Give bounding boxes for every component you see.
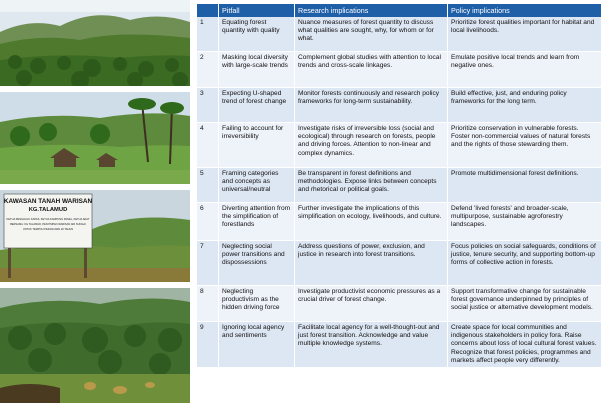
- row-policy: Emulate positive local trends and learn from negative ones.: [448, 52, 602, 88]
- row-research: Investigate risks of irreversible loss (social and ecological) through research on forests, people and driving forces. Attention to non-linear and complex dynamics.: [295, 123, 448, 168]
- header-research: Research implications: [295, 4, 448, 17]
- table-row: [197, 168, 602, 203]
- row-research: Be transparent in forest definitions and methodologies. Expose links between concepts and rhetorical or political goals.: [295, 168, 448, 203]
- row-research: Complement global studies with attention to local trends and cross-scale linkages.: [295, 52, 448, 88]
- header-number: [197, 4, 219, 17]
- photo-forest-valley: [0, 288, 190, 403]
- pitfalls-table: [197, 4, 602, 368]
- sign-line-2: BERSAMA: KG.TALAMUD, PENYIMPAN WARISAN AIR SUNGAI: [10, 223, 86, 226]
- row-research: Further investigate the implications of this simplification on ecology, livelihoods, and culture.: [295, 203, 448, 241]
- row-policy: Prioritize conservation in vulnerable forests. Foster non-commercial values of natural forests and the rights of those stewarding them.: [448, 123, 602, 168]
- row-research: Nuance measures of forest quantity to discuss what qualities are sought, why, for whom or for what.: [295, 17, 448, 52]
- row-pitfall: Expecting U-shaped trend of forest change: [219, 88, 295, 123]
- photo-heritage-sign: [0, 190, 190, 282]
- table-row: [197, 241, 602, 286]
- row-policy: Support transformative change for sustainable forest governance underpinned by principles of social justice or alternative development models.: [448, 286, 602, 322]
- table-row: [197, 52, 602, 88]
- row-policy: Prioritize forest qualities important for habitat and local livelihoods.: [448, 17, 602, 52]
- table-row: [197, 286, 602, 322]
- photo-village-huts: [0, 92, 190, 184]
- pitfalls-table-container: [197, 4, 602, 368]
- row-number: 5: [197, 168, 219, 203]
- row-research: Investigate productivist economic pressures as a crucial driver of forest change.: [295, 286, 448, 322]
- row-number: 9: [197, 322, 219, 368]
- row-pitfall: Masking local diversity with large-scale trends: [219, 52, 295, 88]
- sign-line-1: KETUA PENGHULU KAPAS, KETUA KAMPUNG PANEL, KETUA ADAT: [6, 218, 90, 221]
- row-pitfall: Equating forest quantity with quality: [219, 17, 295, 52]
- row-number: 6: [197, 203, 219, 241]
- sign-line-3: UNTUK TEMPOH PERJANJIAN 20 TAHUN: [22, 228, 74, 231]
- row-policy: Promote multidimensional forest definitions.: [448, 168, 602, 203]
- sign-subtitle: KG.TALAMUD: [28, 207, 68, 213]
- table-header-row: [197, 4, 602, 17]
- table-row: [197, 17, 602, 52]
- table-row: [197, 322, 602, 368]
- photo-column: [0, 0, 190, 403]
- row-number: 2: [197, 52, 219, 88]
- table-row: [197, 123, 602, 168]
- header-pitfall: Pitfall: [219, 4, 295, 17]
- row-pitfall: Neglecting productivism as the hidden driving force: [219, 286, 295, 322]
- row-policy: Defend 'lived forests' and broader-scale, multipurpose, sustainable agroforestry landscapes.: [448, 203, 602, 241]
- row-number: 3: [197, 88, 219, 123]
- row-pitfall: Failing to account for irreversibility: [219, 123, 295, 168]
- row-policy: Build effective, just, and enduring policy frameworks for the long term.: [448, 88, 602, 123]
- row-number: 1: [197, 17, 219, 52]
- village-huts-image: [0, 92, 190, 184]
- row-research: Address questions of power, exclusion, and justice in research into forest transitions.: [295, 241, 448, 286]
- plantation-hills-image: [0, 0, 190, 86]
- header-policy: Policy implications: [448, 4, 602, 17]
- row-policy: Focus policies on social safeguards, conditions of justice, tenure security, and supporting bottom-up forms of collective action in forests.: [448, 241, 602, 286]
- table-row: [197, 203, 602, 241]
- row-research: Monitor forests continuously and research policy frameworks for long-term sustainability.: [295, 88, 448, 123]
- table-row: [197, 88, 602, 123]
- row-pitfall: Framing categories and concepts as universal/neutral: [219, 168, 295, 203]
- row-pitfall: Ignoring local agency and sentiments: [219, 322, 295, 368]
- row-policy: Create space for local communities and indigenous stakeholders in policy fora. Raise concerns about loss of local cultural forest values. Recognize that forest policies, programmes and markets affect people very differently.: [448, 322, 602, 368]
- row-research: Facilitate local agency for a well-thought-out and just forest transition. Acknowledge and value multiple knowledge systems.: [295, 322, 448, 368]
- forest-valley-image: [0, 288, 190, 403]
- row-pitfall: Neglecting social power transitions and dispossessions: [219, 241, 295, 286]
- heritage-sign-image: [0, 190, 190, 282]
- row-number: 7: [197, 241, 219, 286]
- row-number: 4: [197, 123, 219, 168]
- sign-title: KAWASAN TANAH WARISAN: [3, 198, 93, 205]
- row-number: 8: [197, 286, 219, 322]
- photo-plantation-hills: [0, 0, 190, 86]
- row-pitfall: Diverting attention from the simplification of forestlands: [219, 203, 295, 241]
